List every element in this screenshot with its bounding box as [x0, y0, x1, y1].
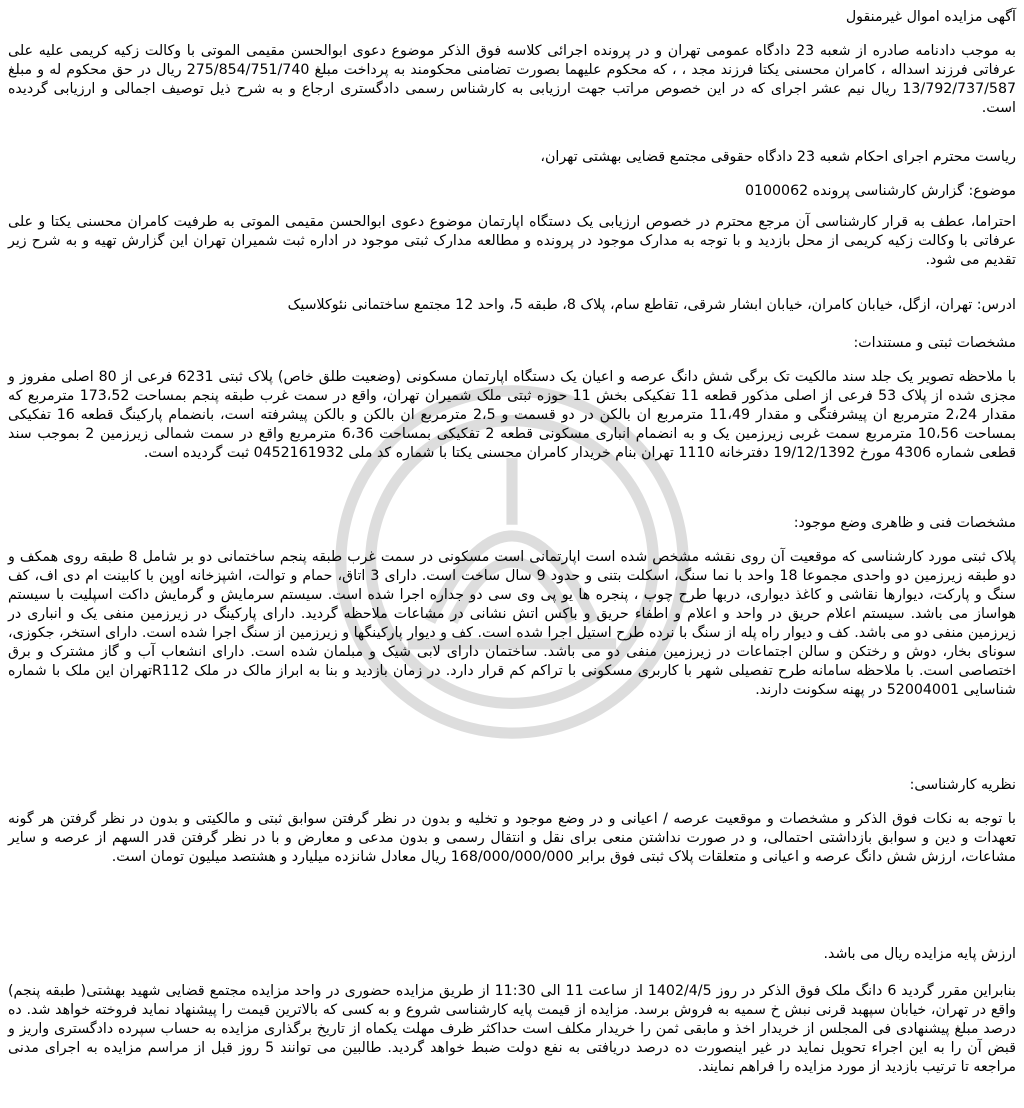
technical-heading: مشخصات فنی و ظاهری وضع موجود:: [793, 515, 1016, 531]
notice-document: [8, 0, 1016, 1108]
respect-paragraph: احتراما، عطف به قرار کارشناسی آن مرجع محترم در خصوص ارزیابی یک دستگاه اپارتمان موضوع دعوی ابوالحسن مقیمی الموتی به طرفیت کامران محسنی یکتا و علی عرفاتی با وکالت زکیه کریمی از محل بازدید و با توجه به مدارک موجود در پرونده و مطالعه مدارک ثبتی موجود در اداره ثبت شمیران تهران این گزارش تهیه و به شرح زیر تقدیم می شود.: [8, 214, 1016, 268]
address-line: ادرس: تهران، ازگل، خیابان کامران، خیابان ابشار شرقی، تقاطع سام، پلاک 8، طبقه 5، واحد 12 مجتمع ساختمانی نئوکلاسیک: [287, 297, 1016, 313]
addressee-line: ریاست محترم اجرای احکام شعبه 23 دادگاه حقوقی مجتمع قضایی بهشتی تهران،: [540, 149, 1016, 165]
registry-paragraph: با ملاحظه تصویر یک جلد سند مالکیت تک برگی شش دانگ عرصه و اعیان یک دستگاه اپارتمان مسکونی (وضعیت طلق خاص) پلاک ثبتی 6231 فرعی از 80 اصلی مفروز و مجزی شده از پلاک 53 فرعی از اصلی مذکور قطعه 11 تفکیکی بخش 11 حوزه ثبتی ملک شمیران تهران، واقع در سمت غرب طبقه پنجم بمساحت 173،52 مترمربع که مقدار 2،24 مترمربع ان پیشرفتگی و مقدار 11،49 مترمربع ان بالکن در دو قسمت و 2،5 مترمربع ان بالکن و بالکن پیشرفته است، بانضمام پارکینگ قطعه 16 تفکیکی بمساحت 10،56 مترمربع سمت غربی زیرزمین یک و به انضمام انباری مسکونی قطعه 2 تفکیکی بمساحت 6،36 مترمربع واقع در سمت شمالی زیرزمین 2 بموجب سند قطعی شماره 4306 مورخ 19/12/1392 دفترخانه 1110 تهران بنام خریدار کامران محسنی یکتا با شماره کد ملی 0452161932 ثبت گردیده است.: [8, 369, 1017, 461]
opinion-heading: نظریه کارشناسی:: [909, 777, 1016, 793]
document-title: آگهی مزایده اموال غیرمنقول: [845, 9, 1016, 25]
technical-paragraph: پلاک ثبتی مورد کارشناسی که موقعیت آن روی نقشه مشخص شده است اپارتمانی است مسکونی در سمت غرب طبقه پنجم ساختمانی دو بر شامل 8 طبقه روی همکف و دو طبقه زیرزمین دو واحدی مجموعا 18 واحد با نما سنگ، اسکلت بتنی و حدود 9 سال ساخت است. دارای 3 اتاق، حمام و توالت، اشپزخانه اوپن با کابینت ام دی اف، کف سنگ و پارکت، دیوارها نقاشی و کاغذ دیواری، دربها طرح چوب ، پنجره ها یو پی وی سی دو جداره اجرا شده است. سیستم سرمایش و گرمایش داکت اسپلیت با سیستم هواساز می باشد. سیستم اعلام حریق در واحد و اعلام و اطفاء حریق و باکس اتش نشانی در مشاعات ملاحظه گردید. دارای پارکینگ در زیرزمین منفی یک و انباری در زیرزمین منفی دو می باشد. کف و دیوار راه پله از سنگ با نرده طرح استیل اجرا شده است. کف و دیوار پارکینگها و زیرزمین از سنگ اجرا شده است. دارای استخر، جکوزی، سونای بخار، دوش و رختکن و سالن اجتماعات در زیرزمین منفی دو می باشد. ساختمان دارای لابی شیک و مبلمان شده است. دارای انشعاب آب و گاز مشترک و برق اختصاصی است. با ملاحظه سامانه طرح تفصیلی شهر با کاربری مسکونی با تراکم کم قرار دارد. در زمان بازدید و بنا به ابراز مالک در ملک R112تهران این ملک با شماره شناسایی 52004001 در پهنه سکونت دارند.: [8, 549, 1017, 698]
intro-paragraph: به موجب دادنامه صادره از شعبه 23 دادگاه عمومی تهران و در پرونده اجرائی کلاسه فوق الذکر موضوع دعوی ابوالحسن مقیمی الموتی با وکالت زکیه کریمی علیه علی عرفاتی فرزند اسداله ، کامران محسنی یکتا فرزند مجد ، ، که محکوم علیهما بصورت تضامنی محکومند به پرداخت مبلغ 275/854/751/740 ریال در حق محکوم له و مبلغ 13/792/737/587 ریال نیم عشر اجرای که در این خصوص مراتب جهت ارزیابی به کارشناس رسمی دادگستری ارجاع و به شرح ذیل توصیف اجمالی و ارزیابی گردیده است.: [8, 43, 1016, 116]
opinion-paragraph: با توجه به نکات فوق الذکر و مشخصات و موقعیت عرصه / اعیانی و در وضع موجود و تخلیه و بدون در نظر گرفتن سوابق ثبتی و مالکیتی و بدون در نظر گرفتن هر گونه تعهدات و دین و سوابق بازداشتی احتمالی، و در صورت نداشتن منعی برای نقل و انتقال رسمی و بدون مدعی و معارض و با در نظر گرفتن قدر السهم از عرصه و سایر مشاعات، ارزش شش دانگ عرصه و اعیانی و متعلقات پلاک ثبتی فوق برابر 168/000/000/000 ریال معادل شانزده میلیارد و هشتصد میلیون تومان است.: [8, 811, 1016, 865]
registry-heading: مشخصات ثبتی و مستندات:: [853, 335, 1016, 351]
base-price-line: ارزش پایه مزایده ریال می باشد.: [823, 946, 1016, 962]
subject-line: موضوع: گزارش کارشناسی پرونده 0100062: [744, 183, 1016, 199]
auction-paragraph: بنابراین مقرر گردید 6 دانگ ملک فوق الذکر در روز 1402/4/5 از ساعت 11 الی 11:30 از طریق مزایده حضوری در واحد مزایده مجتمع قضایی شهید بهشتی( طبقه پنجم) واقع در تهران، خیابان سپهبد قرنی نبش خ سمیه به فروش برسد. مزایده از قیمت پایه کارشناسی شروع و به کسی که بالاترین قیمت را پیشنهاد نماید فروخته خواهد شد. ده درصد مبلغ پیشنهادی فی المجلس از خریدار اخذ و مابقی ثمن را خریدار مکلف است حداکثر ظرف مهلت یکماه از تاریخ برگذاری مزایده به حساب سپرده دادگستری واریز و قبض آن را به این اجراء تحویل نماید در غیر اینصورت ده درصد دریافتی به نفع دولت ضبط خواهد گردید. طالبین می توانند 5 روز قبل از مراسم مزایده به اجرای مدنی مراجعه تا ترتیب بازدید از مورد مزایده را فراهم نمایند.: [8, 983, 1016, 1075]
